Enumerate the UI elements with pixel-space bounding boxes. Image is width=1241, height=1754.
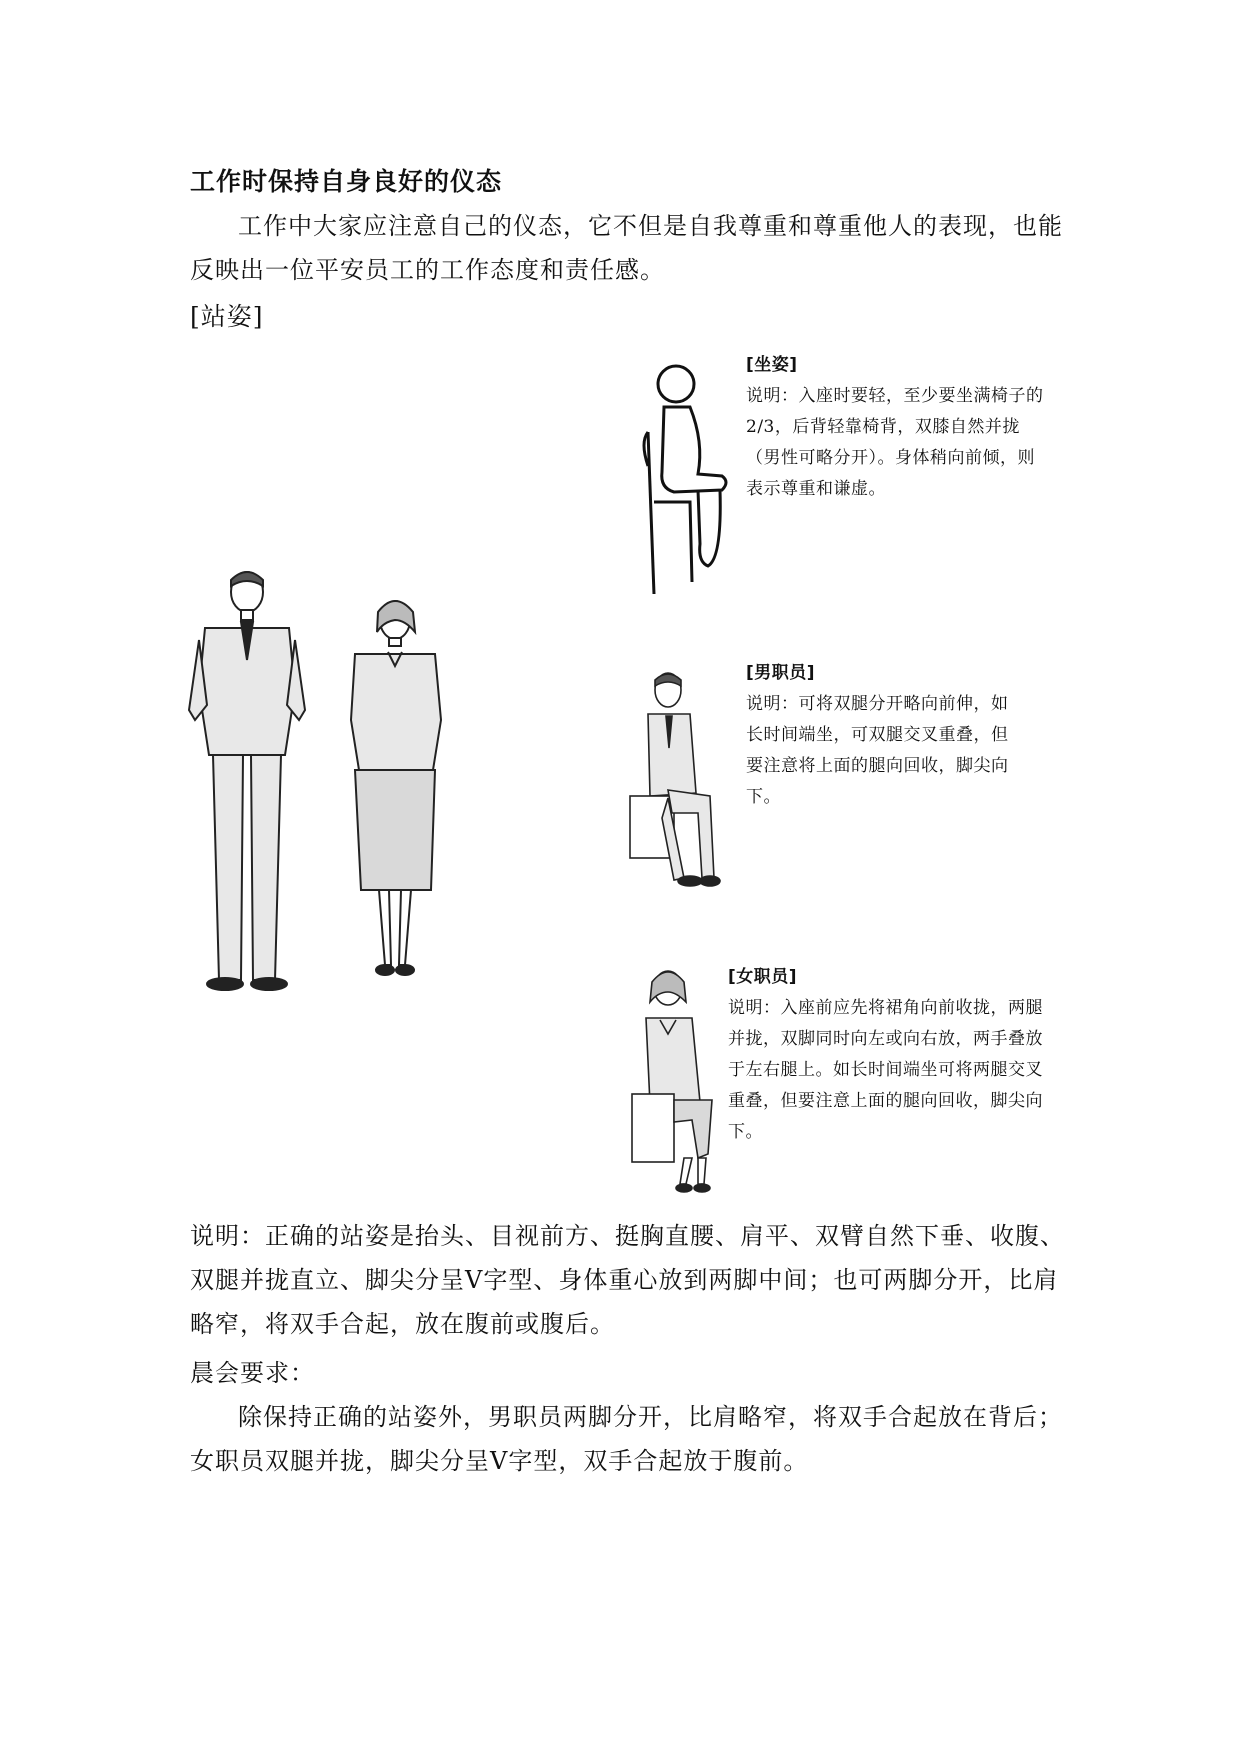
sitting-note bbox=[746, 350, 1046, 505]
seated-female-illustration bbox=[628, 962, 738, 1202]
page-title: 工作时保持自身良好的仪态 bbox=[190, 167, 503, 196]
male-staff-note bbox=[746, 658, 1016, 813]
seated-male-illustration bbox=[628, 668, 728, 908]
standing-posture-illustration bbox=[185, 570, 475, 1010]
standing-heading: [站姿] bbox=[190, 302, 264, 331]
sitting-posture-pictogram bbox=[640, 362, 730, 594]
intro-paragraph: 工作中大家应注意自己的仪态，它不但是自我尊重和尊重他人的表现，也能反映出一位平安员工的工作态度和责任感。 bbox=[190, 212, 1063, 284]
female-staff-note bbox=[728, 962, 1048, 1148]
sitting-note-text: 说明：入座时要轻，至少要坐满椅子的2/3，后背轻靠椅背，双膝自然并拢（男性可略分开）。身体稍向前倾，则表示尊重和谦虚。 bbox=[746, 386, 1044, 499]
sitting-note-heading: [坐姿] bbox=[746, 355, 798, 375]
morning-meeting-text: 除保持正确的站姿外，男职员两脚分开，比肩略窄，将双手合起放在背后；女职员双腿并拢，脚尖分呈V字型，双手合起放于腹前。 bbox=[190, 1403, 1063, 1475]
female-staff-note-text: 说明：入座前应先将裙角向前收拢，两腿并拢，双脚同时向左或向右放，两手叠放于左右腿上。如长时间端坐可将两腿交叉重叠，但要注意上面的腿向回收，脚尖向下。 bbox=[728, 998, 1043, 1142]
standing-explanation: 说明：正确的站姿是抬头、目视前方、挺胸直腰、肩平、双臂自然下垂、收腹、双腿并拢直立、脚尖分呈V字型、身体重心放到两脚中间；也可两脚分开，比肩略窄，将双手合起，放在腹前或腹后。 bbox=[190, 1222, 1065, 1338]
morning-meeting-heading: 晨会要求： bbox=[190, 1359, 315, 1387]
female-staff-note-heading: [女职员] bbox=[728, 967, 798, 987]
male-staff-note-text: 说明：可将双腿分开略向前伸，如长时间端坐，可双腿交叉重叠，但要注意将上面的腿向回收，脚尖向下。 bbox=[746, 694, 1009, 807]
male-staff-note-heading: [男职员] bbox=[746, 663, 816, 683]
